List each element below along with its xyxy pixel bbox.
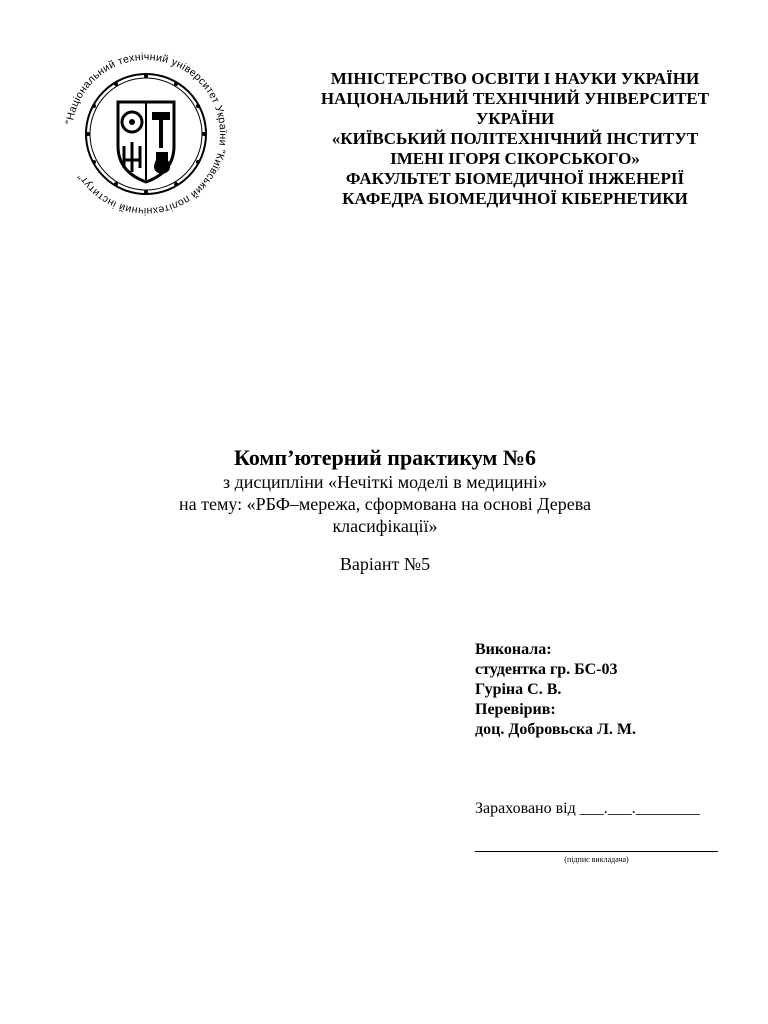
- header-line: УКРАЇНИ: [475, 109, 555, 128]
- student-name: Гуріна С. В.: [475, 681, 562, 698]
- university-logo: [58, 50, 234, 218]
- variant-line: Варіант №5: [339, 554, 431, 574]
- signature-caption: (підпис викладача): [564, 855, 629, 864]
- header-line: ФАКУЛЬТЕТ БІОМЕДИЧНОЇ ІНЖЕНЕРІЇ: [345, 169, 685, 188]
- document-title: Комп’ютерний практикум №6: [233, 445, 537, 470]
- checked-label: Перевірив:: [475, 701, 556, 718]
- signature-line: [475, 851, 718, 852]
- topic-line-1: на тему: «РБФ–мережа, сформована на основі Дерева: [178, 494, 591, 514]
- header-line: МІНІСТЕРСТВО ОСВІТИ І НАУКИ УКРАЇНИ: [330, 69, 700, 88]
- performer-block: [475, 640, 636, 740]
- header-line: ІМЕНІ ІГОРЯ СІКОРСЬКОГО»: [390, 149, 640, 168]
- institution-header: [300, 69, 730, 209]
- header-line: КАФЕДРА БІОМЕДИЧНОЇ КІБЕРНЕТИКИ: [342, 189, 688, 208]
- performed-label: Виконала:: [475, 641, 552, 658]
- logo-ring-text: "Національний технічний університет України "Київський політехнічний інститут": [63, 50, 230, 218]
- teacher-name: доц. Добровьска Л. М.: [475, 721, 637, 738]
- credit-line: Зараховано від ___.___.________: [475, 800, 700, 817]
- header-line: «КИЇВСЬКИЙ ПОЛІТЕХНІЧНИЙ ІНСТИТУТ: [331, 129, 699, 148]
- header-line: НАЦІОНАЛЬНИЙ ТЕХНІЧНИЙ УНІВЕРСИТЕТ: [320, 89, 710, 108]
- discipline-line: з дисципліни «Нечіткі моделі в медицині»: [222, 472, 548, 492]
- kpi-seal-icon: [58, 50, 234, 218]
- topic-line-2: класифікації»: [332, 516, 438, 536]
- title-block: [140, 445, 630, 575]
- student-group: студентка гр. БС-03: [475, 661, 618, 678]
